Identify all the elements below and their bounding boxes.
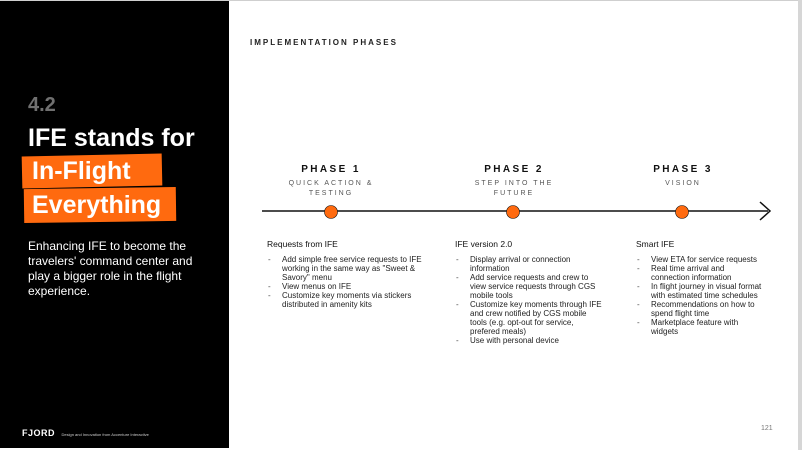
phase-3-marker bbox=[676, 206, 689, 219]
list-item: - Marketplace feature with widgets bbox=[636, 318, 764, 336]
list-item: - Add simple free service requests to IFE working in the same way as "Sweet & Savory" menu bbox=[267, 255, 439, 282]
list-item: - Recommendations on how to spend flight time bbox=[636, 300, 764, 318]
phase-2-list bbox=[455, 255, 603, 345]
phase-1-marker bbox=[325, 206, 338, 219]
list-item: - Real time arrival and connection information bbox=[636, 264, 764, 282]
phase-1-subtitle bbox=[266, 179, 396, 199]
list-item: - Customize key moments via stickers distributed in amenity kits bbox=[267, 291, 439, 309]
phase-2-subtitle bbox=[449, 179, 579, 199]
phase-2-marker bbox=[507, 206, 520, 219]
list-item: - Customize key moments through IFE and crew notified by CGS mobile tools (e.g. opt-out for service, prefered meals) bbox=[455, 300, 603, 336]
phase-1-list bbox=[267, 255, 439, 309]
brand-tagline: Design and Innovation from Accenture Interactive bbox=[61, 432, 149, 437]
phase-3-title: PHASE 3 bbox=[653, 164, 713, 175]
highlight-text-2: Everything bbox=[32, 191, 162, 219]
list-item: - Use with personal device bbox=[455, 336, 603, 345]
phase-1-subtitle-line1: QUICK ACTION & bbox=[288, 180, 374, 187]
section-number: 4.2 bbox=[28, 94, 56, 116]
list-item: - View ETA for service requests bbox=[636, 255, 764, 264]
phase-2-title: PHASE 2 bbox=[484, 164, 544, 175]
phase-1-column-title: Requests from IFE bbox=[267, 239, 338, 249]
phase-2-column-title: IFE version 2.0 bbox=[455, 239, 513, 249]
brand-logo: FJORD bbox=[22, 428, 56, 438]
page-number: 121 bbox=[761, 425, 773, 432]
phase-2-subtitle-line2: FUTURE bbox=[493, 190, 535, 197]
headline: IFE stands for bbox=[28, 124, 195, 152]
phase-1-title: PHASE 1 bbox=[301, 164, 361, 175]
phase-3-column bbox=[636, 240, 764, 336]
section-label: IMPLEMENTATION PHASES bbox=[250, 38, 398, 47]
list-item: - In flight journey in visual format with estimated time schedules bbox=[636, 282, 764, 300]
phase-3-column-title: Smart IFE bbox=[636, 239, 675, 249]
phase-3-subtitle bbox=[618, 179, 748, 189]
list-item: - Display arrival or connection information bbox=[455, 255, 603, 273]
phase-3-subtitle-line1: VISION bbox=[665, 180, 701, 187]
list-item: - Add service requests and crew to view service requests through CGS mobile tools bbox=[455, 273, 603, 300]
phase-2-subtitle-line1: STEP INTO THE bbox=[474, 180, 554, 187]
highlight-text-1: In-Flight bbox=[32, 157, 131, 185]
phase-3-list bbox=[636, 255, 764, 336]
phase-2-column bbox=[455, 240, 603, 345]
list-item: - View menus on IFE bbox=[267, 282, 439, 291]
phase-1-column bbox=[267, 240, 439, 309]
phase-1-subtitle-line2: TESTING bbox=[308, 190, 354, 197]
description: Enhancing IFE to become the travelers' command center and play a bigger role in the flight experience. bbox=[28, 239, 193, 298]
